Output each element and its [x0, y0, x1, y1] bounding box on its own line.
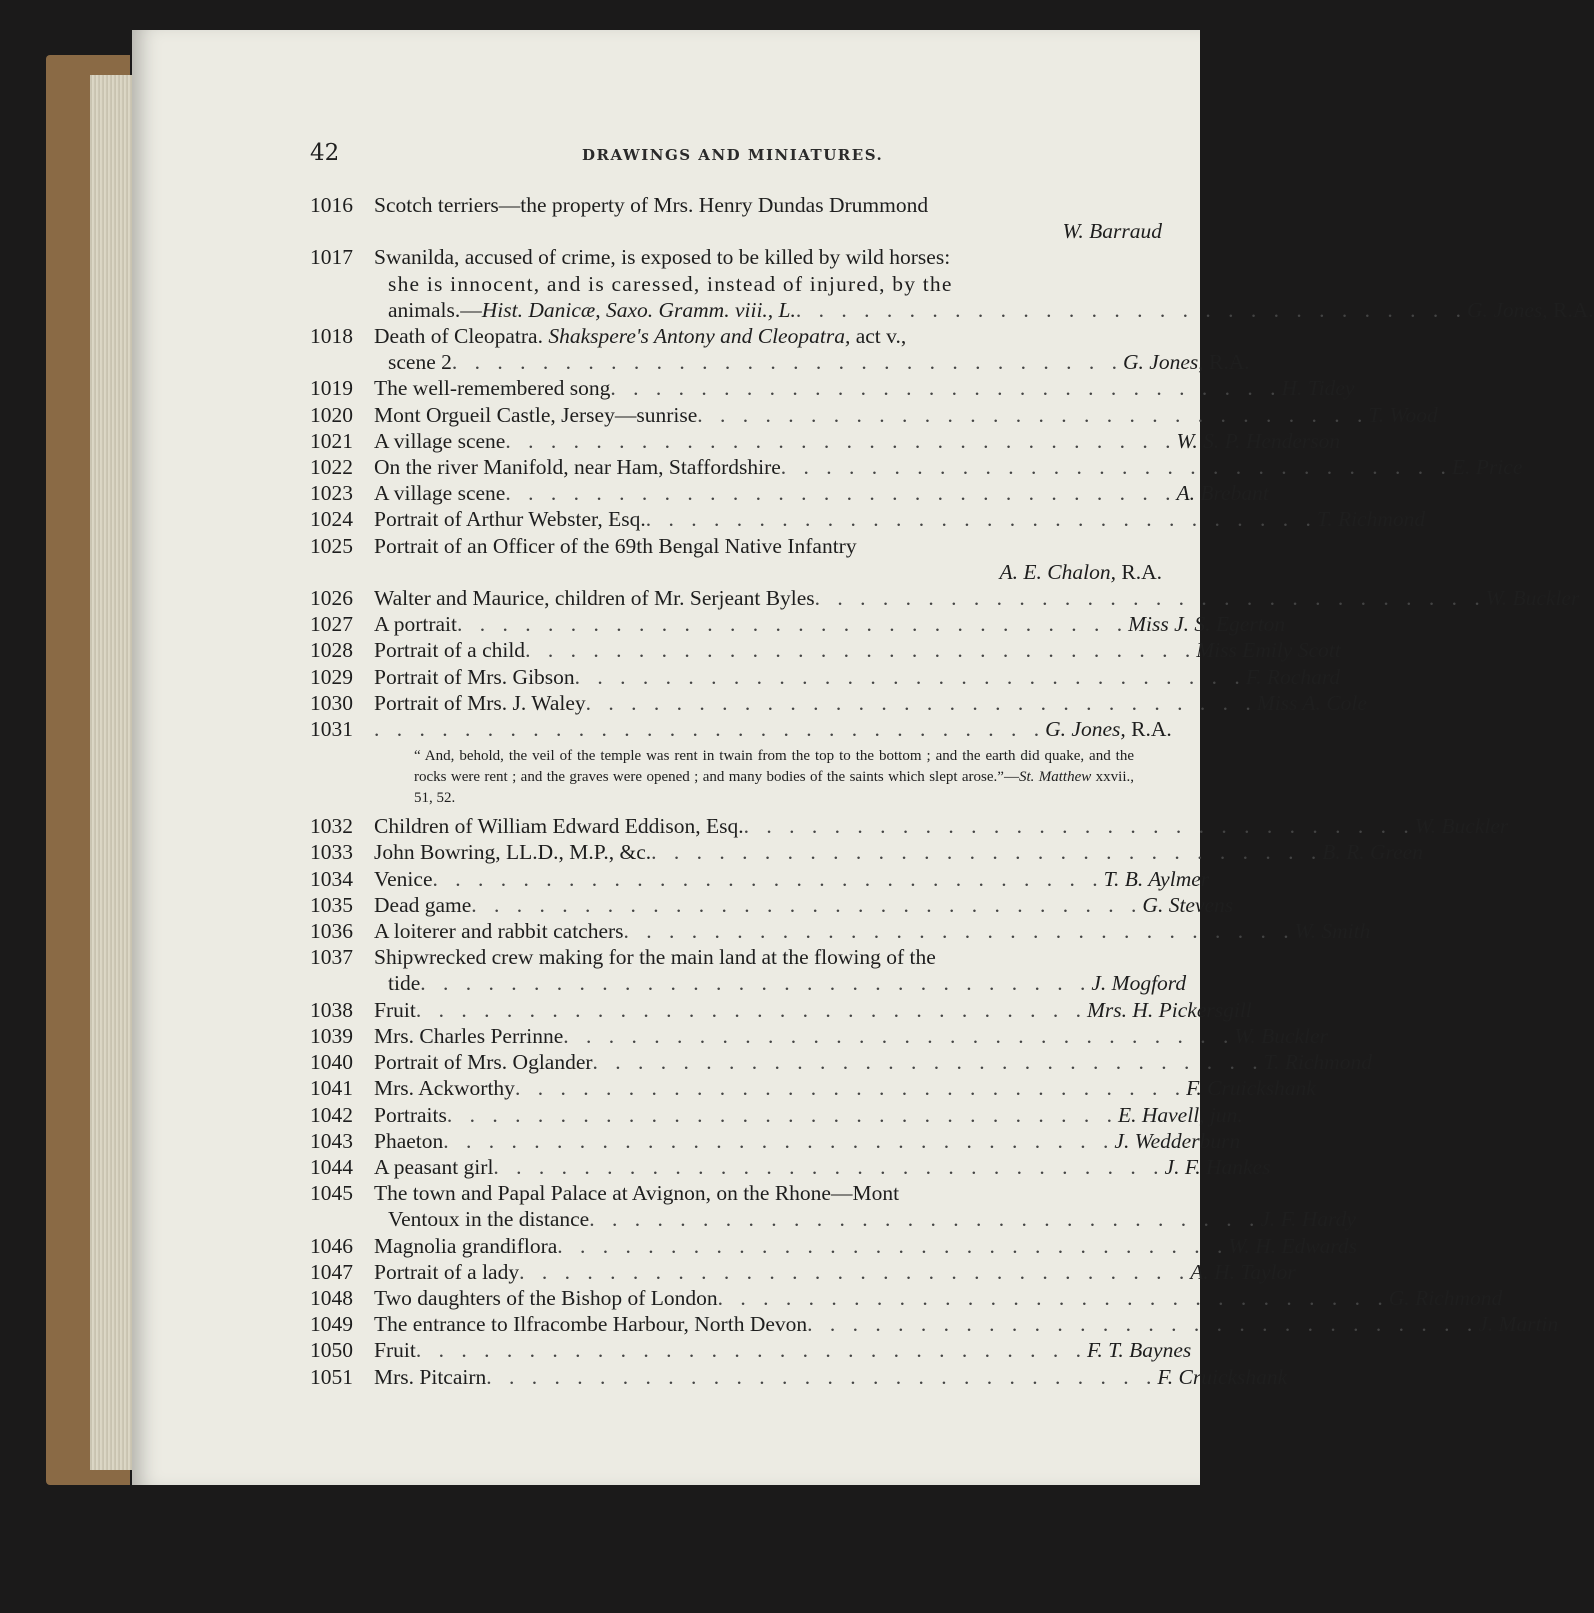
artist-honour: R.A. — [1547, 297, 1594, 322]
page-number: 42 — [310, 140, 340, 166]
entry-title: Magnolia grandiflora — [374, 1233, 558, 1258]
dot-leader: . . . . . . . . . . . . . . . . . . . . . . . . . . . . . . — [585, 690, 1257, 715]
entry-line — [310, 1075, 1316, 1101]
entry-line — [310, 918, 1371, 944]
quote-source: St. Matthew — [1018, 769, 1092, 786]
entry-number: 1017 — [310, 245, 353, 270]
entry-artist: J. Mogford — [1091, 971, 1187, 996]
entry-artist: E. Price — [1451, 455, 1523, 480]
entry-line — [310, 944, 1162, 970]
catalogue-entry — [310, 716, 1172, 742]
entry-artist: Mrs. H. Pickersgill — [1086, 997, 1252, 1022]
entry-title: Phaeton — [374, 1128, 444, 1153]
entry-line — [310, 1049, 1372, 1075]
dot-leader: . . . . . . . . . . . . . . . . . . . . . . . . . . . . . . — [420, 971, 1092, 996]
entry-line — [310, 402, 1438, 428]
entry-title: A portrait — [374, 612, 457, 637]
entry-number: 1050 — [310, 1338, 353, 1363]
continuation-source: Hist. Danicæ, Saxo. Gramm. viii., L. — [481, 297, 796, 322]
entry-number: 1026 — [310, 586, 353, 611]
entry-title: Scotch terriers—the property of Mrs. Henry Dundas Drummond — [374, 193, 929, 217]
dot-leader: . . . . . . . . . . . . . . . . . . . . . . . . . . . . . . — [457, 612, 1129, 637]
artist-honour: R.A. — [1116, 559, 1162, 584]
entry-line — [310, 997, 1252, 1023]
entry-continuation — [310, 1206, 1356, 1232]
entry-title: Portrait of Mrs. Oglander — [374, 1050, 593, 1075]
entry-line — [310, 428, 1341, 454]
entry-title: Portraits — [374, 1102, 447, 1127]
entry-artist: J. Wedderburn — [1114, 1128, 1241, 1153]
entry-number: 1040 — [310, 1050, 353, 1075]
entry-number: 1018 — [310, 324, 353, 349]
entry-number: 1025 — [310, 533, 353, 558]
entry-number: 1033 — [310, 840, 353, 865]
entry-artist: F. Cruickshank — [1157, 1364, 1288, 1389]
entry-artist: J. Martin — [1478, 1312, 1559, 1337]
entry-artist: W. S. P. Henderson — [1176, 428, 1341, 453]
continuation-text: she is innocent, and is caressed, instead of injured, by the — [388, 271, 953, 296]
entry-number: 1034 — [310, 866, 353, 891]
catalogue-entry — [310, 533, 1162, 585]
entry-line — [310, 1102, 1243, 1128]
catalogue-entry — [310, 1180, 1356, 1232]
catalogue-entry — [310, 1023, 1328, 1049]
entry-number: 1048 — [310, 1285, 353, 1310]
entry-title: Fruit — [374, 1338, 416, 1363]
entry-title: Mrs. Ackworthy — [374, 1076, 515, 1101]
catalogue-entry — [310, 918, 1371, 944]
artist-honour: R.A. — [1125, 717, 1172, 742]
entry-number: 1038 — [310, 997, 353, 1022]
entry-number: 1051 — [310, 1364, 353, 1389]
dot-leader: . . . . . . . . . . . . . . . . . . . . . . . . . . . . . . — [563, 1023, 1235, 1048]
title-source: Shakspere's Antony and Cleopatra, — [548, 324, 856, 349]
dot-leader: . . . . . . . . . . . . . . . . . . . . . . . . . . . . . . — [743, 814, 1415, 839]
entry-title: John Bowring, LL.D., M.P., &c. — [374, 840, 652, 865]
catalogue-entry — [310, 244, 1594, 323]
entry-line — [310, 1128, 1241, 1154]
catalogue-entry — [310, 1154, 1271, 1180]
dot-leader: . . . . . . . . . . . . . . . . . . . . . . . . . . . . . . — [623, 919, 1295, 944]
entry-line — [310, 506, 1426, 532]
entry-title: Mrs. Charles Perrinne — [374, 1023, 564, 1048]
dot-leader: . . . . . . . . . . . . . . . . . . . . . . . . . . . . . . — [795, 297, 1468, 322]
entry-line — [310, 480, 1269, 506]
dot-leader: . . . . . . . . . . . . . . . . . . . . . . . . . . . . . . — [645, 507, 1317, 532]
catalogue-entry — [310, 1364, 1288, 1390]
entry-artist: G. Stevens — [1142, 892, 1234, 917]
catalogue-entry — [310, 506, 1426, 532]
entry-artist: B. R. Green — [1322, 840, 1423, 865]
dot-leader: . . . . . . . . . . . . . . . . . . . . . . . . . . . . . . — [486, 1364, 1158, 1389]
entry-title: Portrait of Mrs. Gibson — [374, 664, 575, 689]
catalogue-list — [310, 192, 1594, 1390]
entry-line — [310, 454, 1523, 480]
entry-title: Mont Orgueil Castle, Jersey—sunrise — [374, 402, 698, 427]
entry-line — [310, 839, 1423, 865]
catalogue-entry — [310, 375, 1355, 401]
entry-number: 1044 — [310, 1154, 353, 1179]
dot-leader: . . . . . . . . . . . . . . . . . . . . . . . . . . . . . . — [697, 402, 1369, 427]
entry-title: A peasant girl — [374, 1154, 494, 1179]
entry-title: The entrance to Ilfracombe Harbour, North Devon — [374, 1312, 808, 1337]
entry-number: 1019 — [310, 376, 353, 401]
catalogue-entry — [310, 1049, 1372, 1075]
entry-line — [310, 192, 1162, 218]
entry-artist: F. T. Baynes — [1086, 1338, 1192, 1363]
entry-line — [310, 1023, 1328, 1049]
entry-number: 1027 — [310, 612, 353, 637]
entry-line — [310, 1364, 1288, 1390]
entry-number: 1045 — [310, 1181, 353, 1206]
entry-number: 1046 — [310, 1233, 353, 1258]
entry-line — [310, 892, 1234, 918]
entry-artist: A. E. Chalon, R.A. — [999, 559, 1162, 584]
entry-line — [310, 1154, 1271, 1180]
catalogue-entry — [310, 428, 1341, 454]
dot-leader: . . . . . . . . . . . . . . . . . . . . . . . . . . . . . . — [415, 997, 1087, 1022]
entry-title: Mrs. Pitcairn — [374, 1364, 487, 1389]
entry-artist: F. Rochard — [1245, 664, 1341, 689]
entry-line — [310, 637, 1341, 663]
dot-leader: . . . . . . . . . . . . . . . . . . . . . . . . . . . . . . — [374, 717, 1046, 742]
entry-number: 1042 — [310, 1102, 353, 1127]
entry-artist: F. Cruickshank — [1186, 1076, 1316, 1101]
entry-artist: A. H. Taylor — [1190, 1259, 1296, 1284]
entry-artist: W. H. Edwards — [1228, 1233, 1358, 1258]
entry-title — [374, 323, 1162, 349]
dot-leader: . . . . . . . . . . . . . . . . . . . . . . . . . . . . . . — [471, 892, 1143, 917]
entry-artist: W. Barraud — [1062, 219, 1162, 244]
entry-number: 1016 — [310, 193, 353, 217]
entry-artist: T. Wood — [1368, 402, 1438, 427]
catalogue-entry — [310, 1233, 1358, 1259]
entry-line — [310, 716, 1172, 742]
entry-number: 1041 — [310, 1076, 353, 1101]
entry-line — [310, 813, 1509, 839]
entry-title: A village scene — [374, 428, 506, 453]
entry-number: 1024 — [310, 507, 353, 532]
catalogue-entry — [310, 1075, 1316, 1101]
entry-line — [310, 244, 1162, 270]
catalogue-entry — [310, 480, 1269, 506]
title-text-end: act v., — [855, 324, 907, 349]
dot-leader: . . . . . . . . . . . . . . . . . . . . . . . . . . . . . . — [610, 376, 1282, 401]
dot-leader: . . . . . . . . . . . . . . . . . . . . . . . . . . . . . . — [451, 350, 1123, 375]
continuation-text: Ventoux in the distance — [388, 1207, 590, 1232]
entry-title: Two daughters of the Bishop of London — [374, 1285, 718, 1310]
dot-leader: . . . . . . . . . . . . . . . . . . . . . . . . . . . . . . — [525, 638, 1197, 663]
entry-number: 1022 — [310, 455, 353, 480]
catalogue-entry — [310, 1259, 1296, 1285]
catalogue-entry — [310, 866, 1210, 892]
entry-number: 1036 — [310, 919, 353, 944]
entry-line — [310, 323, 1162, 349]
entry-number: 1039 — [310, 1023, 353, 1048]
catalogue-entry — [310, 637, 1341, 663]
catalogue-entry — [310, 664, 1341, 690]
entry-artist-line — [310, 218, 1162, 244]
running-head: DRAWINGS AND MINIATURES. — [582, 146, 884, 164]
artist-honour: R.A. — [1203, 350, 1250, 375]
entry-number: 1023 — [310, 481, 353, 506]
entry-artist: W. Buckler — [1414, 814, 1509, 839]
entry-line — [310, 585, 1580, 611]
entry-title: Swanilda, accused of crime, is exposed to be killed by wild horses: — [374, 245, 951, 270]
page-stack — [90, 75, 138, 1470]
entry-line — [310, 690, 1367, 716]
entry-continuation — [310, 297, 1594, 323]
catalogue-entry — [310, 892, 1234, 918]
entry-artist: W. Buckler — [1234, 1023, 1328, 1048]
entry-line — [310, 1311, 1559, 1337]
title-text: Death of Cleopatra. — [374, 324, 549, 349]
entry-artist: T. B. Aylmer — [1103, 866, 1210, 891]
entry-artist: G. Jones, R.A. — [1123, 350, 1250, 375]
entry-number: 1021 — [310, 428, 353, 453]
entry-artist: E. Havell, jun. — [1117, 1102, 1243, 1127]
entry-number: 1029 — [310, 664, 353, 689]
catalogue-entry — [310, 402, 1438, 428]
entry-title: Dead game — [374, 892, 472, 917]
entry-title: Shipwrecked crew making for the main land at the flowing of the — [374, 945, 936, 970]
catalogue-entry — [310, 690, 1367, 716]
catalogue-entry — [310, 944, 1187, 996]
entry-number: 1035 — [310, 892, 353, 917]
entry-number: 1049 — [310, 1312, 353, 1337]
entry-title: A loiterer and rabbit catchers — [374, 919, 624, 944]
dot-leader: . . . . . . . . . . . . . . . . . . . . . . . . . . . . . . — [807, 1312, 1479, 1337]
catalogue-entry — [310, 839, 1423, 865]
catalogue-entry — [310, 1311, 1559, 1337]
entry-title: The town and Papal Palace at Avignon, on the Rhone—Mont — [374, 1181, 900, 1206]
entry-number: 1020 — [310, 402, 353, 427]
entry-line — [310, 533, 1162, 559]
entry-artist: W. Smith — [1294, 919, 1371, 944]
entry-title: Portrait of Arthur Webster, Esq. — [374, 507, 646, 532]
entry-artist: T. Richmond — [1316, 507, 1426, 532]
catalogue-entry — [310, 1102, 1243, 1128]
entry-number: 1037 — [310, 945, 353, 970]
entry-artist: T. Richmond — [1263, 1050, 1372, 1075]
dot-leader: . . . . . . . . . . . . . . . . . . . . . . . . . . . . . . — [493, 1154, 1165, 1179]
dot-leader: . . . . . . . . . . . . . . . . . . . . . . . . . . . . . . — [651, 840, 1323, 865]
catalogue-entry — [310, 323, 1250, 375]
entry-number: 1032 — [310, 814, 353, 839]
quote-text: “ And, behold, the veil of the temple was rent in twain from the top to the bottom ; and the earth did quake, and the rocks were rent ; and the graves were opened ; and many bodies of the saints which slept arose.”— — [414, 748, 1134, 786]
entry-title: Portrait of Mrs. J. Waley — [374, 690, 586, 715]
entry-artist: J. F. Hardy — [1260, 1207, 1356, 1232]
catalogue-entry — [310, 192, 1162, 244]
catalogue-entry — [310, 454, 1523, 480]
entry-number: 1028 — [310, 638, 353, 663]
entry-line — [310, 1285, 1503, 1311]
entry-artist: Miss A. Cole — [1256, 690, 1367, 715]
entry-title: Fruit — [374, 997, 416, 1022]
entry-title: Portrait of a lady — [374, 1259, 520, 1284]
entry-title: Walter and Maurice, children of Mr. Serjeant Byles — [374, 586, 815, 611]
dot-leader: . . . . . . . . . . . . . . . . . . . . . . . . . . . . . . — [514, 1076, 1187, 1101]
dot-leader: . . . . . . . . . . . . . . . . . . . . . . . . . . . . . . — [443, 1128, 1115, 1153]
entry-line — [310, 1259, 1296, 1285]
entry-number: 1030 — [310, 690, 353, 715]
catalogue-entry — [310, 585, 1580, 611]
entry-line — [310, 1180, 1162, 1206]
entry-artist: G. Jones, R.A. — [1467, 297, 1594, 322]
dot-leader: . . . . . . . . . . . . . . . . . . . . . . . . . . . . . . — [589, 1207, 1261, 1232]
dot-leader: . . . . . . . . . . . . . . . . . . . . . . . . . . . . . . — [592, 1050, 1264, 1075]
entry-line — [310, 375, 1355, 401]
dot-leader: . . . . . . . . . . . . . . . . . . . . . . . . . . . . . . — [415, 1338, 1087, 1363]
entry-number: 1047 — [310, 1259, 353, 1284]
dot-leader: . . . . . . . . . . . . . . . . . . . . . . . . . . . . . . — [574, 664, 1246, 689]
entry-artist: H. Tidey — [1281, 376, 1355, 401]
dot-leader: . . . . . . . . . . . . . . . . . . . . . . . . . . . . . . — [557, 1233, 1229, 1258]
catalogue-entry — [310, 611, 1286, 637]
entry-artist: Miss J. S. Egerton — [1128, 612, 1286, 637]
entry-title: Portrait of an Officer of the 69th Bengal Native Infantry — [374, 533, 857, 558]
catalogue-entry — [310, 1337, 1192, 1363]
entry-artist-line — [310, 559, 1162, 585]
catalogue-entry — [310, 997, 1252, 1023]
catalogue-entry — [310, 1128, 1241, 1154]
dot-leader: . . . . . . . . . . . . . . . . . . . . . . . . . . . . . . — [432, 866, 1104, 891]
entry-continuation — [310, 970, 1187, 996]
entry-number: 1043 — [310, 1128, 353, 1153]
entry-continuation — [310, 271, 1162, 297]
entry-artist: G. Jones, R.A. — [1045, 717, 1172, 742]
dot-leader: . . . . . . . . . . . . . . . . . . . . . . . . . . . . . . — [780, 455, 1452, 480]
entry-title: The well-remembered song — [374, 376, 611, 401]
dot-leader: . . . . . . . . . . . . . . . . . . . . . . . . . . . . . . — [717, 1285, 1389, 1310]
dot-leader: . . . . . . . . . . . . . . . . . . . . . . . . . . . . . . — [519, 1259, 1191, 1284]
entry-continuation — [310, 349, 1250, 375]
entry-title: On the river Manifold, near Ham, Staffordshire — [374, 455, 781, 480]
entry-line — [310, 866, 1210, 892]
entry-artist: A. Brebant — [1176, 481, 1269, 506]
entry-artist: Miss Emily Scott — [1196, 638, 1341, 663]
entry-title: A village scene — [374, 481, 506, 506]
catalogue-entry — [310, 813, 1509, 839]
continuation-text: animals.— — [388, 297, 482, 322]
scripture-quote — [414, 746, 1134, 809]
entry-artist: J. F. Hankes — [1164, 1154, 1271, 1179]
entry-title: Portrait of a child — [374, 638, 526, 663]
dot-leader: . . . . . . . . . . . . . . . . . . . . . . . . . . . . . . — [505, 428, 1177, 453]
continuation-text: tide — [388, 971, 421, 996]
continuation-text: scene 2 — [388, 350, 452, 375]
entry-number: 1031 — [310, 717, 353, 742]
entry-line — [310, 664, 1341, 690]
entry-line — [310, 1337, 1192, 1363]
entry-line — [310, 611, 1286, 637]
entry-line — [310, 1233, 1358, 1259]
entry-artist: G. Richmond — [1388, 1285, 1503, 1310]
catalogue-entry — [310, 1285, 1503, 1311]
entry-title: Venice — [374, 866, 433, 891]
dot-leader: . . . . . . . . . . . . . . . . . . . . . . . . . . . . . . — [505, 481, 1177, 506]
entry-title: Children of William Edward Eddison, Esq. — [374, 814, 744, 839]
entry-artist: W. Buckler — [1485, 586, 1580, 611]
quote-reference: xxvii., 51, 52. — [414, 769, 1134, 807]
dot-leader: . . . . . . . . . . . . . . . . . . . . . . . . . . . . . . — [814, 586, 1486, 611]
dot-leader: . . . . . . . . . . . . . . . . . . . . . . . . . . . . . . — [446, 1102, 1118, 1127]
